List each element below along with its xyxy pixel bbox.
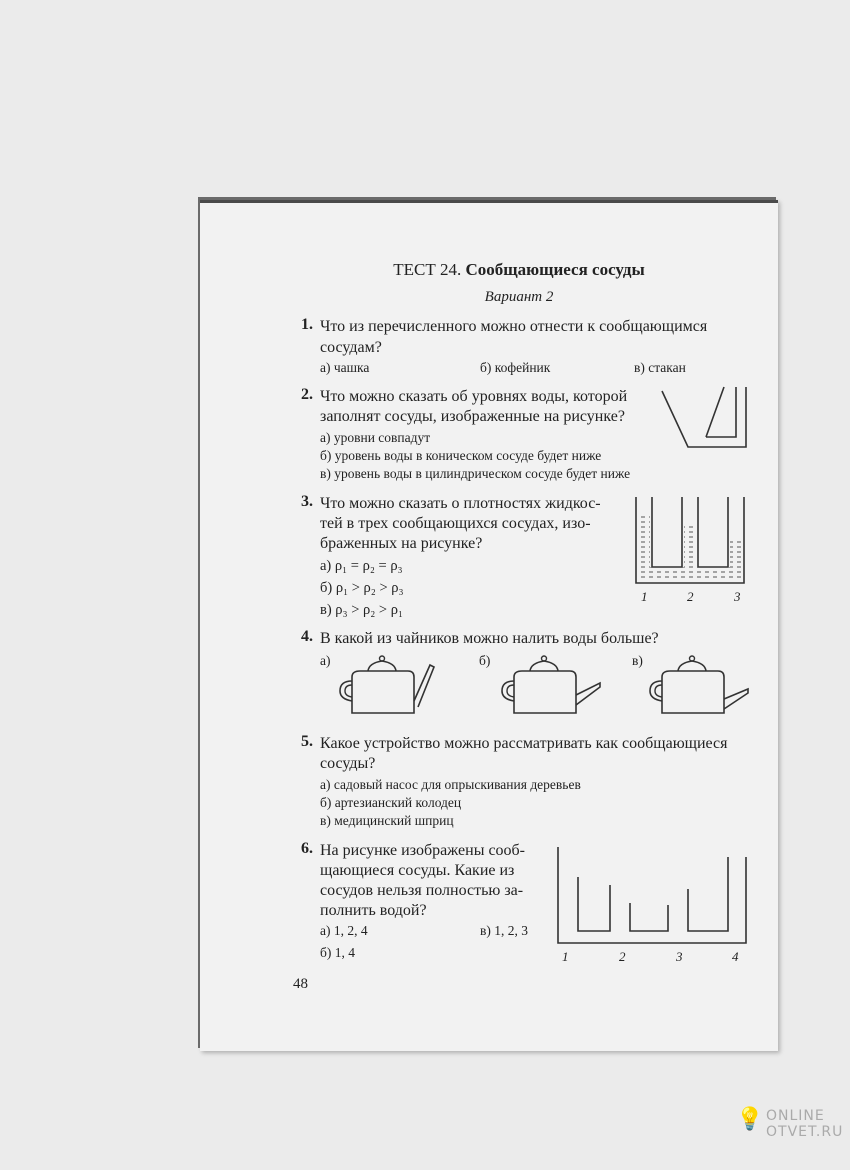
question-5-option-b: б) артезианский колодец — [320, 795, 462, 810]
question-4-option-b: б) — [479, 653, 491, 668]
figure-q6-label-4: 4 — [732, 949, 739, 964]
question-3-line-3: браженных на рисунке? — [320, 535, 483, 552]
question-2-option-a: а) уровни совпадут — [320, 430, 431, 445]
question-5-option-a: а) садовый насос для опрыскивания деревьев — [320, 777, 581, 792]
question-6-line-2: щающиеся сосуды. Какие из — [320, 862, 515, 879]
question-2-number: 2. — [301, 386, 313, 403]
vessels-figure-q3 — [632, 495, 750, 587]
question-3-line-1: Что можно сказать о плотностях жидкос- — [320, 495, 601, 512]
question-3-line-2: тей в трех сообщающихся сосудах, изо- — [320, 515, 591, 532]
question-1-number: 1. — [301, 316, 313, 333]
question-2-line-1: Что можно сказать об уровнях воды, которой — [320, 388, 628, 405]
variant-label: Вариант 2 — [484, 289, 554, 305]
conical-inner-wall — [706, 387, 724, 437]
conical-vessel-outline — [662, 387, 746, 447]
question-1-line-1: Что из перечисленного можно отнести к сообщающимся — [320, 318, 708, 335]
liquid-vessel-3 — [730, 541, 742, 571]
question-1-option-b: б) кофейник — [480, 360, 551, 375]
vessels-figure-q2 — [660, 385, 752, 451]
question-3-number: 3. — [301, 493, 313, 510]
figure-q3-label-2: 2 — [687, 589, 694, 604]
figure-q3-label-3: 3 — [734, 589, 741, 604]
figure-q6-label-2: 2 — [619, 949, 626, 964]
figure-q6-label-3: 3 — [676, 949, 683, 964]
liquid-vessel-1 — [638, 515, 650, 571]
question-4-option-a: а) — [320, 653, 331, 668]
question-6-line-1: На рисунке изображены сооб- — [320, 842, 526, 859]
question-3-option-a: а) ρ₁ = ρ₂ = ρ₃ — [320, 558, 403, 574]
question-4-option-c: в) — [632, 653, 643, 668]
question-6-line-3: сосудов нельзя полностью за- — [320, 882, 524, 899]
question-5-line-1: Какое устройство можно рассматривать как сообщающиеся — [320, 735, 728, 752]
teapot-a-icon — [338, 655, 438, 719]
question-5-option-c: в) медицинский шприц — [320, 813, 454, 828]
figure-q6-label-1: 1 — [562, 949, 569, 964]
vessels-figure-q6 — [554, 843, 754, 949]
question-6-number: 6. — [301, 840, 313, 857]
lightbulb-icon: 💡 — [736, 1107, 765, 1132]
watermark: 💡 ONLINE OTVET.RU — [736, 1107, 844, 1140]
figure-q3-label-1: 1 — [641, 589, 648, 604]
question-6-option-c: в) 1, 2, 3 — [480, 923, 528, 938]
question-2-option-c: в) уровень воды в цилиндрическом сосуде будет ниже — [320, 466, 631, 481]
question-6-option-b: б) 1, 4 — [320, 945, 355, 960]
question-4-number: 4. — [301, 628, 313, 645]
page-title: ТЕСТ 24. Сообщающиеся сосуды — [393, 260, 645, 279]
liquid-base — [638, 567, 742, 581]
question-6-option-a: а) 1, 2, 4 — [320, 923, 368, 938]
question-6-line-4: полнить водой? — [320, 902, 427, 919]
teapot-b-icon — [500, 655, 604, 719]
question-1-line-2: сосудам? — [320, 339, 382, 356]
question-2-option-b: б) уровень воды в коническом сосуде будет ниже — [320, 448, 602, 463]
question-5-number: 5. — [301, 733, 313, 750]
liquid-vessel-2 — [684, 525, 696, 571]
question-4-line-1: В какой из чайников можно налить воды больше? — [320, 630, 659, 647]
question-1-option-a: а) чашка — [320, 360, 370, 375]
question-2-line-2: заполнят сосуды, изображенные на рисунке? — [320, 408, 625, 425]
question-1-option-c: в) стакан — [634, 360, 686, 375]
question-3-option-c: в) ρ₃ > ρ₂ > ρ₁ — [320, 602, 404, 618]
question-5-line-2: сосуды? — [320, 755, 376, 772]
book-page — [200, 200, 778, 1051]
question-3-option-b: б) ρ₁ > ρ₂ > ρ₃ — [320, 580, 404, 596]
page-number: 48 — [293, 976, 308, 992]
teapot-c-icon — [648, 655, 752, 719]
